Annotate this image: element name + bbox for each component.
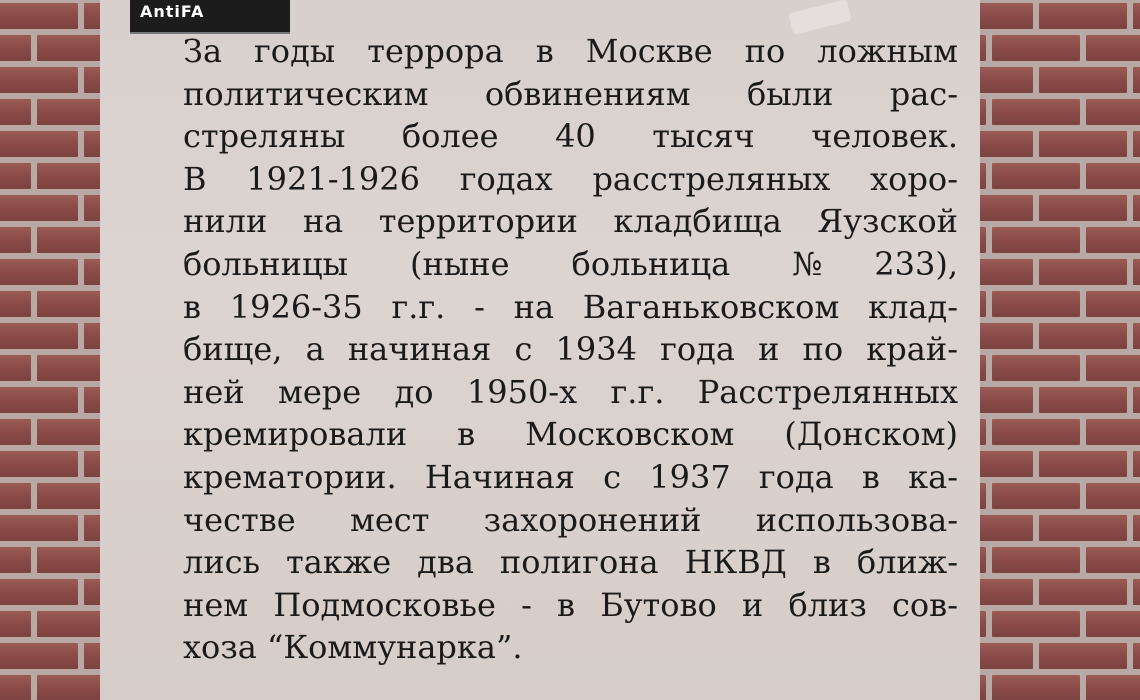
brick (1133, 387, 1140, 413)
brick-row (965, 227, 1140, 255)
brick (0, 323, 78, 349)
brick (992, 483, 1080, 509)
brick (992, 419, 1080, 445)
brick-row (965, 675, 1140, 700)
brick (0, 131, 78, 157)
sticker-logo: AntiFA (140, 2, 205, 21)
plaque-line: крематории. Начиная с 1937 года в ка- (183, 457, 958, 496)
brick (0, 451, 78, 477)
plaque-line: нили на территории кладбища Яузской (183, 202, 958, 241)
brick-row (965, 291, 1140, 319)
brick-row (965, 419, 1140, 447)
brick (1039, 259, 1127, 285)
brick (1133, 515, 1140, 541)
brick (0, 611, 31, 637)
brick (1086, 227, 1140, 253)
brick (1039, 579, 1127, 605)
brick-row (965, 547, 1140, 575)
brick (1039, 387, 1127, 413)
brick (1133, 3, 1140, 29)
plaque-line: лись также два полигона НКВД в ближ- (183, 543, 958, 582)
plaque-text (183, 30, 958, 669)
brick (992, 35, 1080, 61)
brick (1039, 515, 1127, 541)
brick (992, 227, 1080, 253)
brick (1039, 643, 1127, 669)
brick (992, 675, 1080, 700)
brick (0, 227, 31, 253)
brick (0, 419, 31, 445)
brick (1086, 99, 1140, 125)
plaque-line: ней мере до 1950-х г.г. Расстрелянных (183, 372, 958, 411)
brick (0, 643, 78, 669)
brick (992, 355, 1080, 381)
brick-row (965, 515, 1140, 543)
brick (1086, 291, 1140, 317)
plaque-line: бище, а начиная с 1934 года и по край- (183, 330, 958, 369)
brick-row (965, 195, 1140, 223)
brick-row (965, 3, 1140, 31)
brick (1133, 451, 1140, 477)
brick (1086, 35, 1140, 61)
brick (0, 483, 31, 509)
brick-row (965, 163, 1140, 191)
brick (992, 611, 1080, 637)
brick (0, 387, 78, 413)
brick (1086, 419, 1140, 445)
brick-row (965, 323, 1140, 351)
brick-row (965, 131, 1140, 159)
plaque-line: стреляны более 40 тысяч человек. (183, 117, 958, 156)
brick (0, 163, 31, 189)
brick (0, 3, 78, 29)
brick (0, 67, 78, 93)
plaque-line: в 1926-35 г.г. - на Ваганьковском клад- (183, 287, 958, 326)
plaque-line: больницы (ныне больница №233), (183, 244, 958, 283)
brick (1086, 355, 1140, 381)
plaque-line: В 1921-1926 годах расстреляных хоро- (183, 159, 958, 198)
brick-row (965, 483, 1140, 511)
brick (0, 355, 31, 381)
brick (1039, 323, 1127, 349)
brick (1133, 67, 1140, 93)
brick (1086, 483, 1140, 509)
brick (1133, 579, 1140, 605)
brick (1086, 547, 1140, 573)
brick (0, 675, 31, 700)
plaque-line: хоза “Коммунарка”. (183, 628, 523, 667)
plaque-line: политическим обвинениям были рас- (183, 74, 958, 113)
brick (1133, 259, 1140, 285)
brick-row (965, 259, 1140, 287)
brick-row (965, 35, 1140, 63)
brick (0, 515, 78, 541)
brick (0, 547, 31, 573)
brick (1133, 323, 1140, 349)
brick (1133, 131, 1140, 157)
brick (0, 579, 78, 605)
brick (992, 163, 1080, 189)
brick-row (965, 67, 1140, 95)
plaque-line: За годы террора в Москве по ложным (183, 32, 958, 70)
brick-row (965, 451, 1140, 479)
sticker (130, 0, 290, 34)
plaque-line: кремировали в Московском (Донском) (183, 415, 958, 454)
brick (992, 547, 1080, 573)
brick (1039, 451, 1127, 477)
brick (1133, 643, 1140, 669)
brick (1086, 675, 1140, 700)
brick-row (965, 355, 1140, 383)
brick (0, 195, 78, 221)
brick-row (965, 387, 1140, 415)
right-brick-wall (965, 0, 1140, 700)
brick-row (965, 99, 1140, 127)
brick (1039, 131, 1127, 157)
brick (1039, 3, 1127, 29)
brick (1086, 163, 1140, 189)
plaque-line: нем Подмосковье - в Бутово и близ сов- (183, 585, 958, 624)
brick (1086, 611, 1140, 637)
brick (1039, 67, 1127, 93)
brick (0, 259, 78, 285)
brick (0, 99, 31, 125)
brick (0, 35, 31, 61)
brick (0, 291, 31, 317)
brick-row (965, 643, 1140, 671)
brick (1133, 195, 1140, 221)
brick-row (965, 611, 1140, 639)
plaque-line: честве мест захоронений использова- (183, 500, 958, 539)
brick-row (965, 579, 1140, 607)
brick (1039, 195, 1127, 221)
brick (992, 99, 1080, 125)
brick (992, 291, 1080, 317)
